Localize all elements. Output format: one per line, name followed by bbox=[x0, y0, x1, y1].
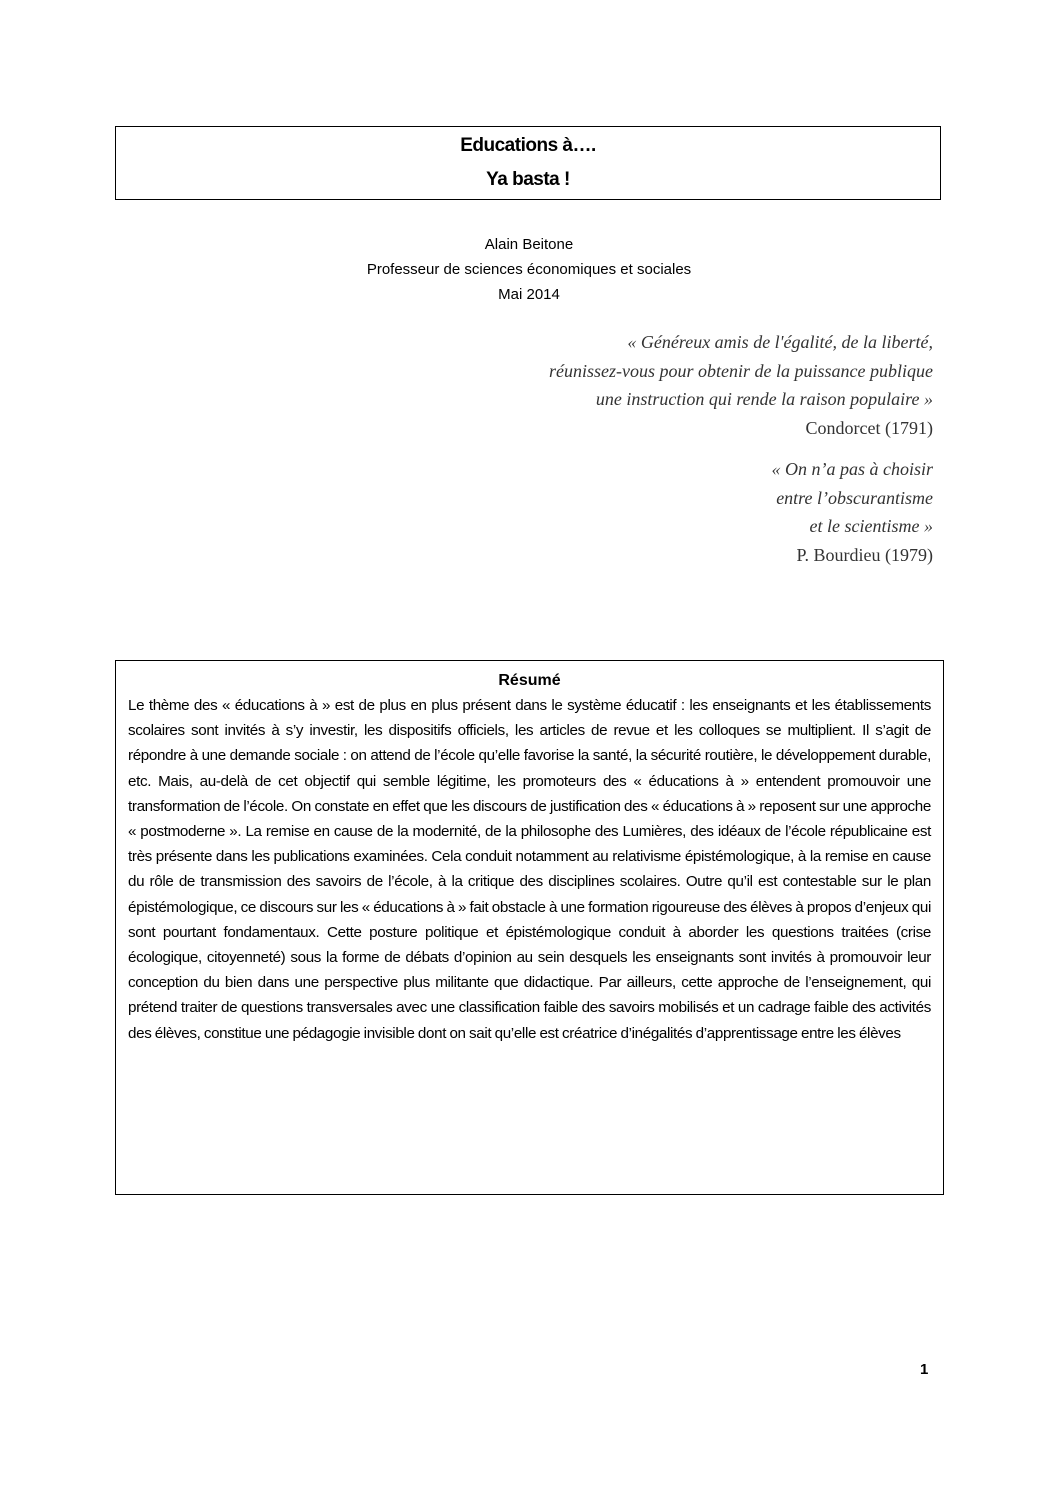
epigraph-line: « Généreux amis de l'égalité, de la liberté, bbox=[627, 332, 933, 352]
epigraph-line: entre l’obscurantisme bbox=[776, 487, 933, 508]
publication-date: Mai 2014 bbox=[498, 286, 560, 303]
document-title: Educations à…. bbox=[460, 135, 596, 156]
epigraph-line: « On n’a pas à choisir bbox=[771, 459, 933, 479]
author-name: Alain Beitone bbox=[484, 236, 574, 253]
author-block bbox=[0, 232, 1058, 307]
epigraph-bourdieu bbox=[772, 455, 934, 569]
epigraph-line: réunissez-vous pour obtenir de la puissance publique bbox=[549, 360, 933, 381]
epigraph-line: une instruction qui rende la raison populaire » bbox=[595, 389, 933, 409]
abstract-text: Le thème des « éducations à » est de plus en plus présent dans le système éducatif : les enseignants et les établissements scolaires sont invités à s’y investir, les dispositifs officiels, les articles de revue et les colloques se multiplient. Il s’agit de répondre à une demande sociale : on attend de l’école qu’elle favorise la santé, la sécurité routière, le développement durable, etc. Mais, au-delà de cet objectif qui semble légitime, les promoteurs des « éducations à » entendent promouvoir une transformation de l’école. On constate en effet que les discours de justification des « éducations à » reposent sur une approche « postmoderne ». La remise en cause de la modernité, de la philosophe des Lumières, des idéaux de l’école républicaine est très présente dans les publications examinées. Cela conduit notamment au relativisme épistémologique, à la remise en cause du rôle de transmission des savoirs de l’école, à la critique des disciplines scolaires. Outre qu’il est contestable sur le plan épistémologique, ce discours sur les « éducations à » fait obstacle à une formation rigoureuse des élèves à propos d’enjeux qui sont pourtant fondamentaux. Cette posture politique et épistémologique conduit à aborder les questions traitées (crise écologique, citoyenneté) sous la forme de débats d’opinion au sein desquels les enseignants sont invités à promouvoir leur conception du bien dans une perspective plus militante que didactique. Par ailleurs, cette approche de l’enseignement, qui prétend traiter de questions transversales avec une classification faible des savoirs mobilisés et un cadrage faible des activités des élèves, constitue une pédagogie invisible dont on sait qu’elle est créatrice d’inégalités d’apprentissage entre les élèves bbox=[128, 697, 931, 1042]
epigraph-source: Condorcet (1791) bbox=[805, 417, 933, 438]
page-number: 1 bbox=[920, 1361, 929, 1378]
epigraph-line: et le scientisme » bbox=[809, 516, 933, 536]
abstract-heading: Résumé bbox=[498, 672, 561, 689]
abstract-box bbox=[115, 660, 944, 1195]
epigraph-source: P. Bourdieu (1979) bbox=[796, 544, 933, 565]
title-box bbox=[115, 126, 941, 200]
author-role: Professeur de sciences économiques et sociales bbox=[366, 261, 692, 278]
document-subtitle: Ya basta ! bbox=[486, 169, 570, 190]
epigraph-condorcet bbox=[549, 328, 933, 442]
